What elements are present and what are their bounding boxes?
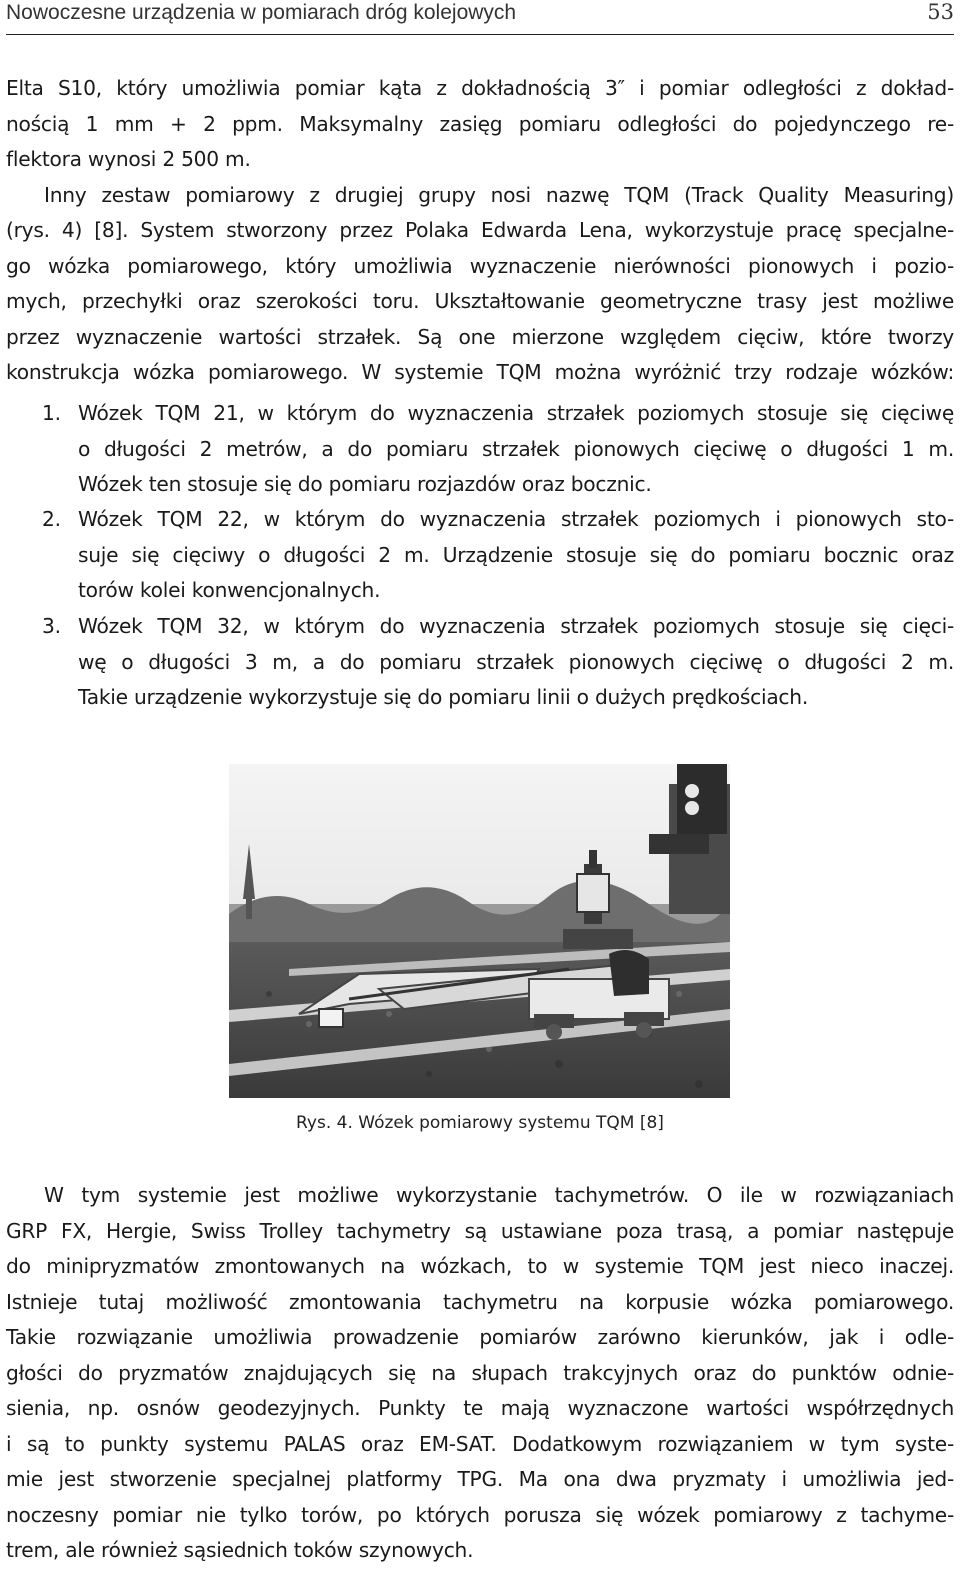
text-line: przez wyznaczenie wartości strzałek. Są one mierzone względem cięciw, które tworzy	[6, 324, 954, 349]
list-item	[6, 396, 954, 503]
text-line: suje się cięciwy o długości 2 m. Urządzenie stosuje się do pomiaru bocznic oraz	[78, 542, 954, 567]
trolley-photo-image	[229, 764, 730, 1098]
text-line: do minipryzmatów zmontowanych na wózkach, to w systemie TQM jest nieco inaczej.	[6, 1254, 954, 1278]
page-number: 53	[927, 0, 954, 24]
text-line: torów kolei konwencjonalnych.	[78, 578, 381, 602]
figure-tqm-trolley-photo	[229, 764, 730, 1098]
text-line: mych, przechyłki oraz szerokości toru. Ukształtowanie geometryczne trasy jest możliwe	[6, 289, 954, 313]
text-line: Inny zestaw pomiarowy z drugiej grupy nosi nazwę TQM (Track Quality Measuring)	[44, 182, 954, 207]
text-line: trem, ale również sąsiednich toków szynowych.	[6, 1538, 474, 1562]
text-line: W tym systemie jest możliwe wykorzystanie tachymetrów. O ile w rozwiązaniach	[44, 1183, 954, 1207]
text-line: konstrukcja wózka pomiarowego. W systemie TQM można wyróżnić trzy rodzaje wózków:	[6, 360, 954, 384]
text-line: (rys. 4) [8]. System stworzony przez Polaka Edwarda Lena, wykorzystuje pracę specjalne-	[6, 218, 954, 242]
text-line: go wózka pomiarowego, który umożliwia wyznaczenie nierówności pionowych i pozio-	[6, 253, 954, 278]
text-line: Wózek TQM 22, w którym do wyznaczenia strzałek poziomych i pionowych sto-	[78, 507, 954, 531]
text-line: wę o długości 3 m, a do pomiaru strzałek pionowych cięciwę o długości 2 m.	[78, 649, 954, 674]
text-line: Elta S10, który umożliwia pomiar kąta z dokładnością 3″ i pomiar odległości z dokład-	[6, 76, 954, 100]
text-line: Wózek TQM 21, w którym do wyznaczenia strzałek poziomych stosuje się cięciwę	[78, 401, 954, 425]
list-number: 1.	[42, 401, 61, 425]
text-line: Istnieje tutaj możliwość zmontowania tachymetru na korpusie wózka pomiarowego.	[6, 1289, 954, 1314]
figure-caption: Rys. 4. Wózek pomiarowy systemu TQM [8]	[296, 1113, 664, 1133]
list-number: 3.	[42, 614, 61, 638]
text-line: flektora wynosi 2 500 m.	[6, 147, 251, 171]
text-line: sienia, np. osnów geodezyjnych. Punkty te mają wyznaczone wartości współrzędnych	[6, 1396, 954, 1420]
list-number: 2.	[42, 507, 61, 531]
paragraph-tachymeters	[6, 1178, 954, 1569]
text-line: Wózek ten stosuje się do pomiaru rozjazdów oraz bocznic.	[78, 472, 652, 496]
text-line: Wózek TQM 32, w którym do wyznaczenia strzałek poziomych stosuje się cięci-	[78, 614, 954, 638]
running-title: Nowoczesne urządzenia w pomiarach dróg kolejowych	[6, 1, 517, 24]
page-header	[6, 0, 954, 35]
text-line: mie jest stworzenie specjalnej platformy TPG. Ma ona dwa pryzmaty i umożliwia jed-	[6, 1467, 954, 1491]
text-line: Takie rozwiązanie umożliwia prowadzenie pomiarów zarówno kierunków, jak i odle-	[6, 1325, 954, 1349]
text-line: i są to punkty systemu PALAS oraz EM-SAT. Dodatkowym rozwiązaniem w tym syste-	[6, 1431, 954, 1456]
text-line: nością 1 mm + 2 ppm. Maksymalny zasięg pomiaru odległości do pojedynczego re-	[6, 111, 954, 136]
text-line: Takie urządzenie wykorzystuje się do pomiaru linii o dużych prędkościach.	[78, 685, 808, 709]
text-line: o długości 2 metrów, a do pomiaru strzałek pionowych cięciwę o długości 1 m.	[78, 436, 954, 461]
list-item	[6, 502, 954, 609]
paragraph-intro	[6, 71, 954, 391]
text-line: noczesny pomiar nie tylko torów, po których porusza się wózek pomiarowy z tachyme-	[6, 1502, 954, 1527]
list-item	[6, 609, 954, 716]
text-line: GRP FX, Hergie, Swiss Trolley tachymetry są ustawiane poza trasą, a pomiar następuje	[6, 1218, 954, 1243]
text-line: głości do pryzmatów znajdujących się na słupach trakcyjnych oraz do punktów odnie-	[6, 1360, 954, 1385]
